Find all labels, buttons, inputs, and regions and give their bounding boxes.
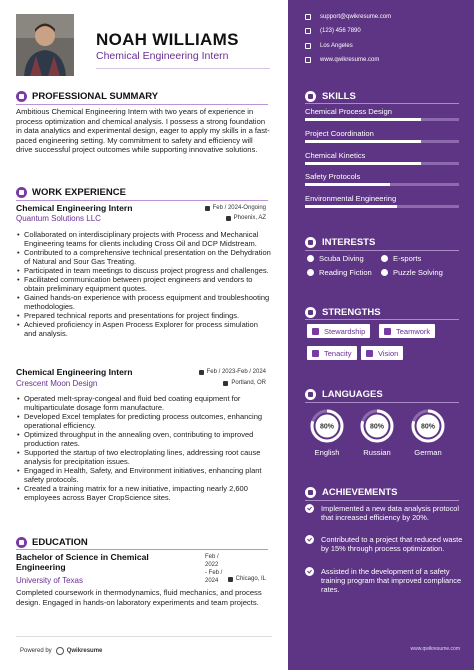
job1-location-text: Phoenix, AZ [233,215,266,221]
location-pin-icon [228,577,233,582]
sidebar [288,0,474,670]
summary-heading [16,91,158,102]
list-item: • Created a training matrix for a new initiative, impacting nearly 2,600 employees across Bayer CropScience sites. [16,484,272,502]
team-icon [384,328,391,335]
interest-item [381,254,421,263]
puzzle-icon [381,269,388,276]
email-icon [305,14,311,20]
contact-location-text: Los Angeles [320,43,353,49]
list-item: • Achieved proficiency in Aspen Process Explorer for process simulation and analysis. [16,320,272,338]
contact-location [305,43,353,49]
list-item: • Collaborated on interdisciplinary projects with Process and Mechanical Engineering teams for clients including Cross Oil and DCP Midstream. [16,230,272,248]
experience-heading [16,187,126,198]
strength-tag [307,324,370,338]
contact-phone-text: (123) 456 7890 [320,28,361,34]
education-location [228,576,266,582]
skill-item [305,151,459,165]
qwikresume-logo-icon [56,647,64,655]
education-heading [16,537,88,548]
interests-divider [305,250,459,251]
interests-heading [305,237,375,248]
strength-label: Tenacity [324,348,352,358]
language-percent: 80% [420,423,436,431]
list-item: • Developed Excel templates for predicting process outcomes, enhancing operational efficiency. [16,412,272,430]
skill-bar [305,118,459,121]
language-gauge [411,409,445,443]
check-icon [305,567,314,576]
language-icon [305,389,316,400]
footer [0,634,288,670]
achievement-item [305,567,465,594]
languages-heading [305,389,383,400]
summary-heading-label: PROFESSIONAL SUMMARY [32,91,159,102]
experience-divider [16,200,268,201]
strength-label: Vision [378,348,399,358]
skills-divider [305,103,459,104]
school-name: University of Texas [16,576,83,585]
interests-heading-label: INTERESTS [322,237,376,248]
interest-item [307,268,372,277]
job2-company: Crescent Moon Design [16,379,98,388]
candidate-name: NOAH WILLIAMS [96,30,239,49]
skill-name: Chemical Process Design [305,107,392,116]
skill-name: Environmental Engineering [305,194,397,203]
education-dates [205,553,222,585]
skill-bar [305,205,459,208]
skill-bar-fill [305,118,421,121]
contact-website-text: www.qwikresume.com [320,57,380,63]
education-heading-label: EDUCATION [32,537,88,548]
interest-label: Puzzle Solving [393,268,443,277]
tenacity-icon [312,350,319,357]
education-location-text: Chicago, IL [235,576,266,582]
language-gauge [310,409,344,443]
person-icon [16,91,27,102]
rocket-icon [305,237,316,248]
skill-bar [305,183,459,186]
job1-location [226,215,266,221]
calendar-icon [199,370,204,375]
summary-divider [16,104,268,105]
job2-bullets [16,394,272,502]
list-item: • Gained hands-on experience with process equipment and troubleshooting methodologies. [16,293,272,311]
list-item: • Participated in team meetings to discuss project progress and challenges. [16,266,272,275]
check-icon [305,535,314,544]
contact-website[interactable] [305,57,379,63]
skill-bar-fill [305,205,397,208]
lightbulb-icon [305,91,316,102]
achievement-item [305,535,465,553]
interest-label: Reading Fiction [319,268,372,277]
diving-icon [307,255,314,262]
brand-name[interactable]: Qwikresume [66,648,103,654]
location-pin-icon [223,381,228,386]
location-icon [305,43,311,49]
job2-title: Chemical Engineering Intern [16,367,133,377]
strengths-divider [305,319,459,320]
list-item: • Facilitated communication between project engineers and vendors to obtain preliminary equipment quotes. [16,275,272,293]
achievement-item [305,504,465,522]
list-item: • Optimized throughput in the annealing oven, contributing to improved production rates. [16,430,272,448]
strength-tag [379,324,435,338]
star-icon [305,307,316,318]
list-item: • Operated melt-spray-congeal and fluid bed coating equipment for multiparticulate dosage form manufacture. [16,394,272,412]
interest-label: Scuba Diving [319,254,364,263]
list-item: • Contributed to a comprehensive technical presentation on the Dehydration of Natural and Sour Gas Treating. [16,248,272,266]
globe-icon [305,57,311,63]
profile-photo [16,14,74,76]
trophy-icon [305,487,316,498]
strength-label: Stewardship [324,326,366,336]
briefcase-icon [16,187,27,198]
languages-divider [305,402,459,403]
language-item [310,409,344,457]
powered-by-label: Powered by [20,648,52,654]
language-item [411,409,445,457]
skill-name: Safety Protocols [305,172,361,181]
contact-email[interactable] [305,14,391,20]
contact-email-text: support@qwikresume.com [320,14,392,20]
skill-name: Project Coordination [305,129,374,138]
language-item [360,409,394,457]
summary-text: Ambitious Chemical Engineering Intern with two years of experience in process optimization and chemical analysis. I possess a strong foundation in data analytics and experimental design, eager to apply my skills in a fast-paced engineering setting. My commitment to safety and efficiency will drive successful project outcomes while supporting innovative solutions. [16,107,270,154]
strength-tag [307,346,357,360]
gamepad-icon [381,255,388,262]
header-divider [96,68,270,69]
location-pin-icon [226,216,231,221]
strength-tag [361,346,403,360]
language-name: Russian [363,448,391,457]
footer-site[interactable]: www.qwikresume.com [410,646,460,652]
achievements-divider [305,500,459,501]
stewardship-icon [312,328,319,335]
achievement-text: Implemented a new data analysis protocol that increased efficiency by 20%. [321,504,460,522]
strengths-heading [305,307,381,318]
list-item: • Prepared technical reports and presentations for project findings. [16,311,272,320]
calendar-icon [205,206,210,211]
contact-phone[interactable] [305,28,361,34]
education-date-line: Feb / [205,554,219,560]
powered-by [20,647,102,655]
footer-divider [16,636,272,637]
education-date-line: 2024 [205,578,219,584]
skills-heading [305,91,356,102]
graduation-cap-icon [16,537,27,548]
job-title: Chemical Engineering Intern [96,50,229,62]
strength-label: Teamwork [396,326,431,336]
achievement-text: Contributed to a project that reduced waste by 15% through process optimization. [321,535,463,553]
language-name: English [314,448,340,457]
language-name: German [414,448,442,457]
job2-location [223,380,266,386]
language-gauge [360,409,394,443]
education-date-line: 2022 [205,562,219,568]
language-percent: 80% [369,423,385,431]
achievement-text: Assisted in the development of a safety training program that improved compliance rates. [321,567,462,594]
achievements-heading [305,487,397,498]
job2-dates [199,369,266,375]
education-date-line: - Feb / [205,570,223,576]
interest-item [307,254,364,263]
degree-title: Bachelor of Science in Chemical Engineering [16,552,149,572]
job1-title: Chemical Engineering Intern [16,203,133,213]
strengths-heading-label: STRENGTHS [322,307,381,318]
achievements-heading-label: ACHIEVEMENTS [322,487,398,498]
check-icon [305,504,314,513]
languages-heading-label: LANGUAGES [322,389,383,400]
book-icon [307,269,314,276]
vision-icon [366,350,373,357]
skill-item [305,107,459,121]
skill-bar [305,162,459,165]
skill-bar [305,140,459,143]
job1-dates-text: Feb / 2024-Ongoing [212,205,266,211]
education-description: Completed coursework in thermodynamics, fluid mechanics, and process design. Engaged in hands-on laboratory experiments and team projects. [16,588,262,607]
job1-company: Quantum Solutions LLC [16,214,101,223]
interest-item [381,268,443,277]
job2-location-text: Portland, OR [231,380,266,386]
phone-icon [305,28,311,34]
skill-item [305,129,459,143]
list-item: • Supported the startup of two electroplating lines, addressing root cause analysis for precipitation issues. [16,448,272,466]
job1-bullets [16,230,272,338]
skill-bar-fill [305,140,421,143]
education-divider [16,549,268,550]
skill-bar-fill [305,162,421,165]
job1-dates [205,205,266,211]
skill-name: Chemical Kinetics [305,151,366,160]
interest-label: E-sports [393,254,422,263]
skills-heading-label: SKILLS [322,91,356,102]
skill-item [305,172,459,186]
language-percent: 80% [319,423,335,431]
job2-dates-text: Feb / 2023-Feb / 2024 [206,369,266,375]
experience-heading-label: WORK EXPERIENCE [32,187,126,198]
skill-bar-fill [305,183,390,186]
list-item: • Engaged in Health, Safety, and Environment initiatives, enhancing plant safety protocols. [16,466,272,484]
skill-item [305,194,459,208]
